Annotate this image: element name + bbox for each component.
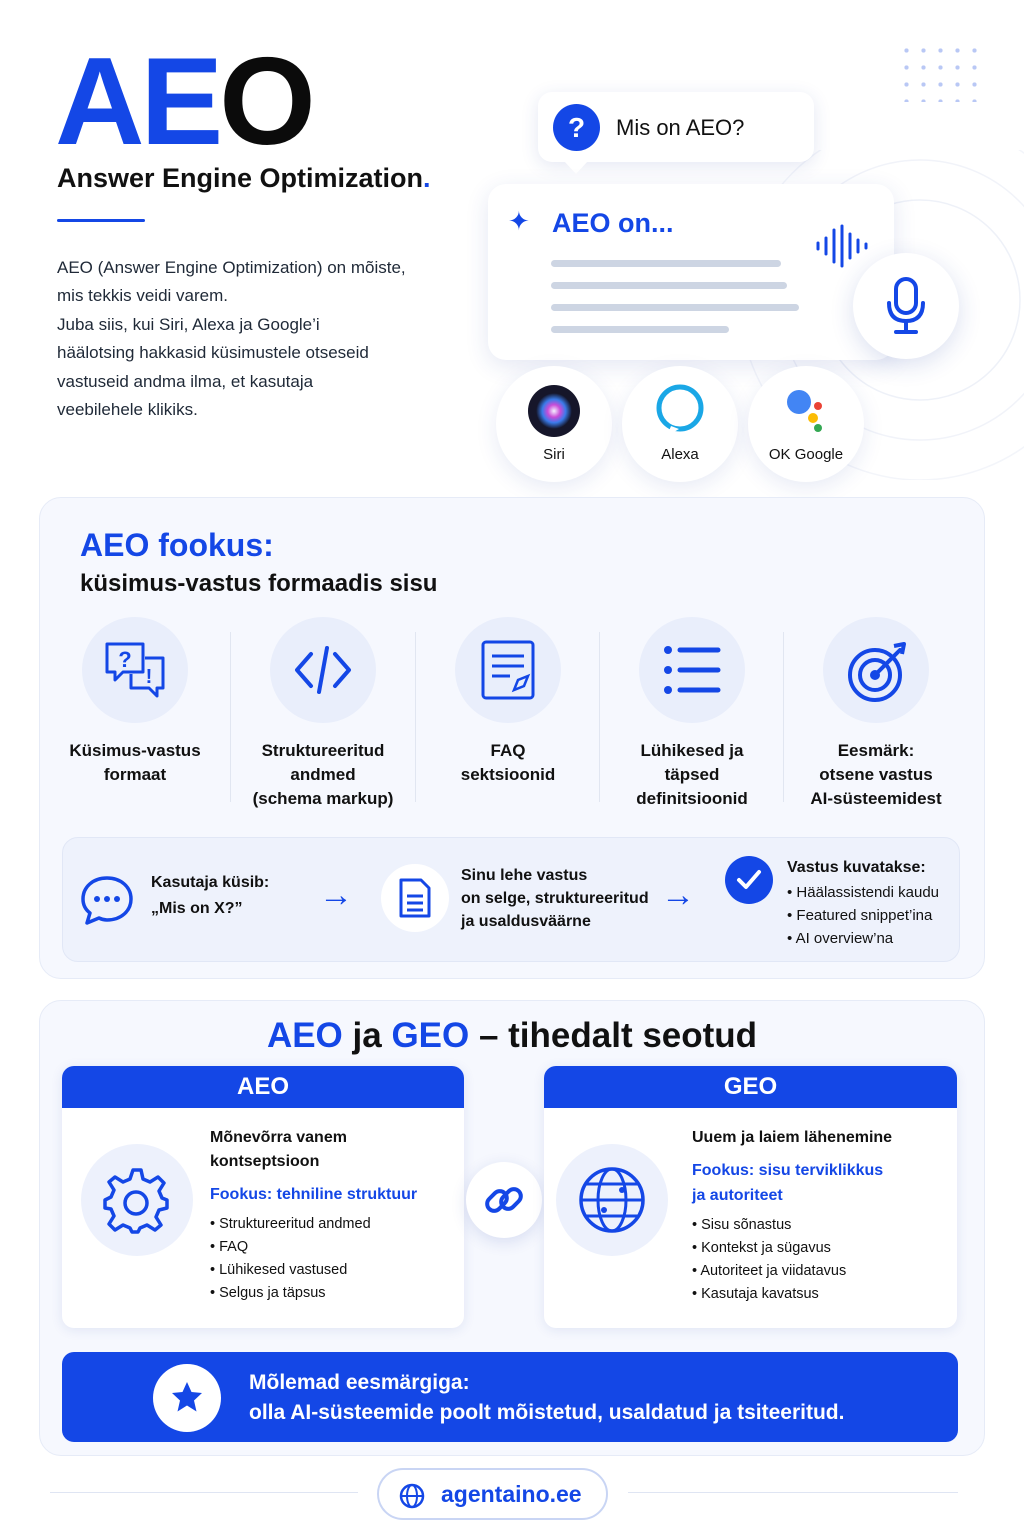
list-item: • AI overview’na [787,927,939,950]
flow-step-answer: Sinu lehe vastus on selge, struktureeritud ja usaldusväärne [461,867,649,930]
list-item: • Selgus ja täpsus [210,1282,458,1305]
google-assistant-icon [779,384,833,438]
arrow-right-icon: → [661,876,695,914]
flow-step-display: Vastus kuvatakse: • Häälassistendi kaudu • Featured snippet’ina • AI overview’na [787,856,939,950]
intro-text: AEO (Answer Engine Optimization) on mõiste, mis tekkis veidi varem. Juba siis, kui Siri, Alexa ja Google’i häälotsing hakkasid küsimustele otseseid vastuseid andma ilma, et kasutaja veebilehele klikiks. [57,258,406,420]
feature-label: Eesmärk: otsene vastus AI-süsteemidest [810,741,942,808]
banner-text: Mõlemad eesmärgiga: olla AI-süsteemide poolt mõistetud, usaldatud ja tsiteeritud. [249,1371,845,1424]
svg-text:!: ! [145,666,153,688]
question-icon: ? [553,104,600,151]
answer-card [488,184,894,360]
list-item: • Häälassistendi kaudu [787,881,939,904]
divider [783,632,784,802]
list-item: • Autoriteet ja viidatavus [692,1260,954,1283]
target-icon [846,640,910,704]
flow-document [381,864,449,932]
question-bubble [538,92,814,162]
list-item: • Struktureeritud andmed [210,1213,458,1236]
text-placeholder-line [551,326,729,333]
feature-label: Lühikesed ja täpsed definitsioonid [636,741,748,808]
geo-header: GEO [544,1066,957,1108]
arrow-right-icon: → [319,876,353,914]
answer-flow [62,837,960,962]
geo-description: Uuem ja laiem lähenemine [692,1129,893,1146]
website-url: agentaino.ee [441,1481,582,1507]
goal-banner [62,1352,958,1442]
list-icon [662,640,722,700]
question-text: Mis on AEO? [616,115,745,140]
page-subtitle: Answer Engine Optimization. [57,163,431,193]
list-item: • Featured snippet’ina [787,904,939,927]
list-item: • Kasutaja kavatsus [692,1283,954,1306]
assistant-siri: Siri [496,366,612,482]
text-placeholder-line [551,260,781,267]
page-title: AEO [55,33,312,171]
microphone-icon [886,277,926,335]
title-divider [57,219,145,222]
website-link[interactable] [377,1468,608,1520]
siri-icon [527,384,581,438]
feature-faq [418,617,598,787]
sparkle-icon: ✦ [508,206,530,236]
link-badge [466,1162,542,1238]
feature-qa-format [45,617,225,787]
document-icon [478,640,538,700]
feature-structured-data [233,617,413,811]
check-circle-icon [725,856,773,904]
assistant-alexa: Alexa [622,366,738,482]
star-icon [170,1380,204,1414]
divider [628,1492,958,1493]
geo-focus: Fookus: sisu terviklikkus ja autoriteet [692,1162,884,1204]
decorative-dot-grid [898,42,988,102]
qa-bubbles-icon [105,640,165,700]
list-item: • Sisu sõnastus [692,1214,954,1237]
answer-title: AEO on... [552,208,674,238]
divider [599,632,600,802]
list-item: • FAQ [210,1236,458,1259]
microphone-button[interactable] [853,253,959,359]
focus-subtitle: küsimus-vastus formaadis sisu [80,570,438,597]
globe-icon [578,1166,646,1234]
flow-step-question: Kasutaja küsib: „Mis on X?” [151,874,270,917]
aeo-card [62,1066,464,1328]
feature-goal [786,617,966,811]
feature-definitions [602,617,782,811]
globe-icon [399,1483,425,1509]
geo-card [544,1066,957,1328]
divider [230,632,231,802]
feature-label: Struktureeritud andmed (schema markup) [252,741,394,808]
svg-text:?: ? [118,647,132,672]
document-icon [398,878,432,918]
assistant-google: OK Google [748,366,864,482]
feature-label: Küsimus-vastus formaat [69,741,201,784]
focus-title: AEO fookus: [80,527,274,563]
aeo-header: AEO [62,1066,464,1108]
feature-label: FAQ sektsioonid [460,741,556,784]
aeo-description: Mõnevõrra vanem kontseptsioon [210,1129,347,1170]
code-icon [293,640,353,700]
text-placeholder-line [551,304,799,311]
link-chain-icon [484,1180,524,1220]
list-item: • Lühikesed vastused [210,1259,458,1282]
divider [415,632,416,802]
divider [50,1492,358,1493]
compare-title: AEO ja GEO – tihedalt seotud [266,1016,758,1055]
star-badge [153,1364,221,1432]
text-placeholder-line [551,282,787,289]
alexa-icon [653,384,707,438]
gear-icon [103,1166,171,1234]
chat-bubble-icon [79,872,135,928]
list-item: • Kontekst ja sügavus [692,1237,954,1260]
aeo-focus: Fookus: tehniline struktuur [210,1186,418,1203]
soundwave-icon [814,224,870,268]
